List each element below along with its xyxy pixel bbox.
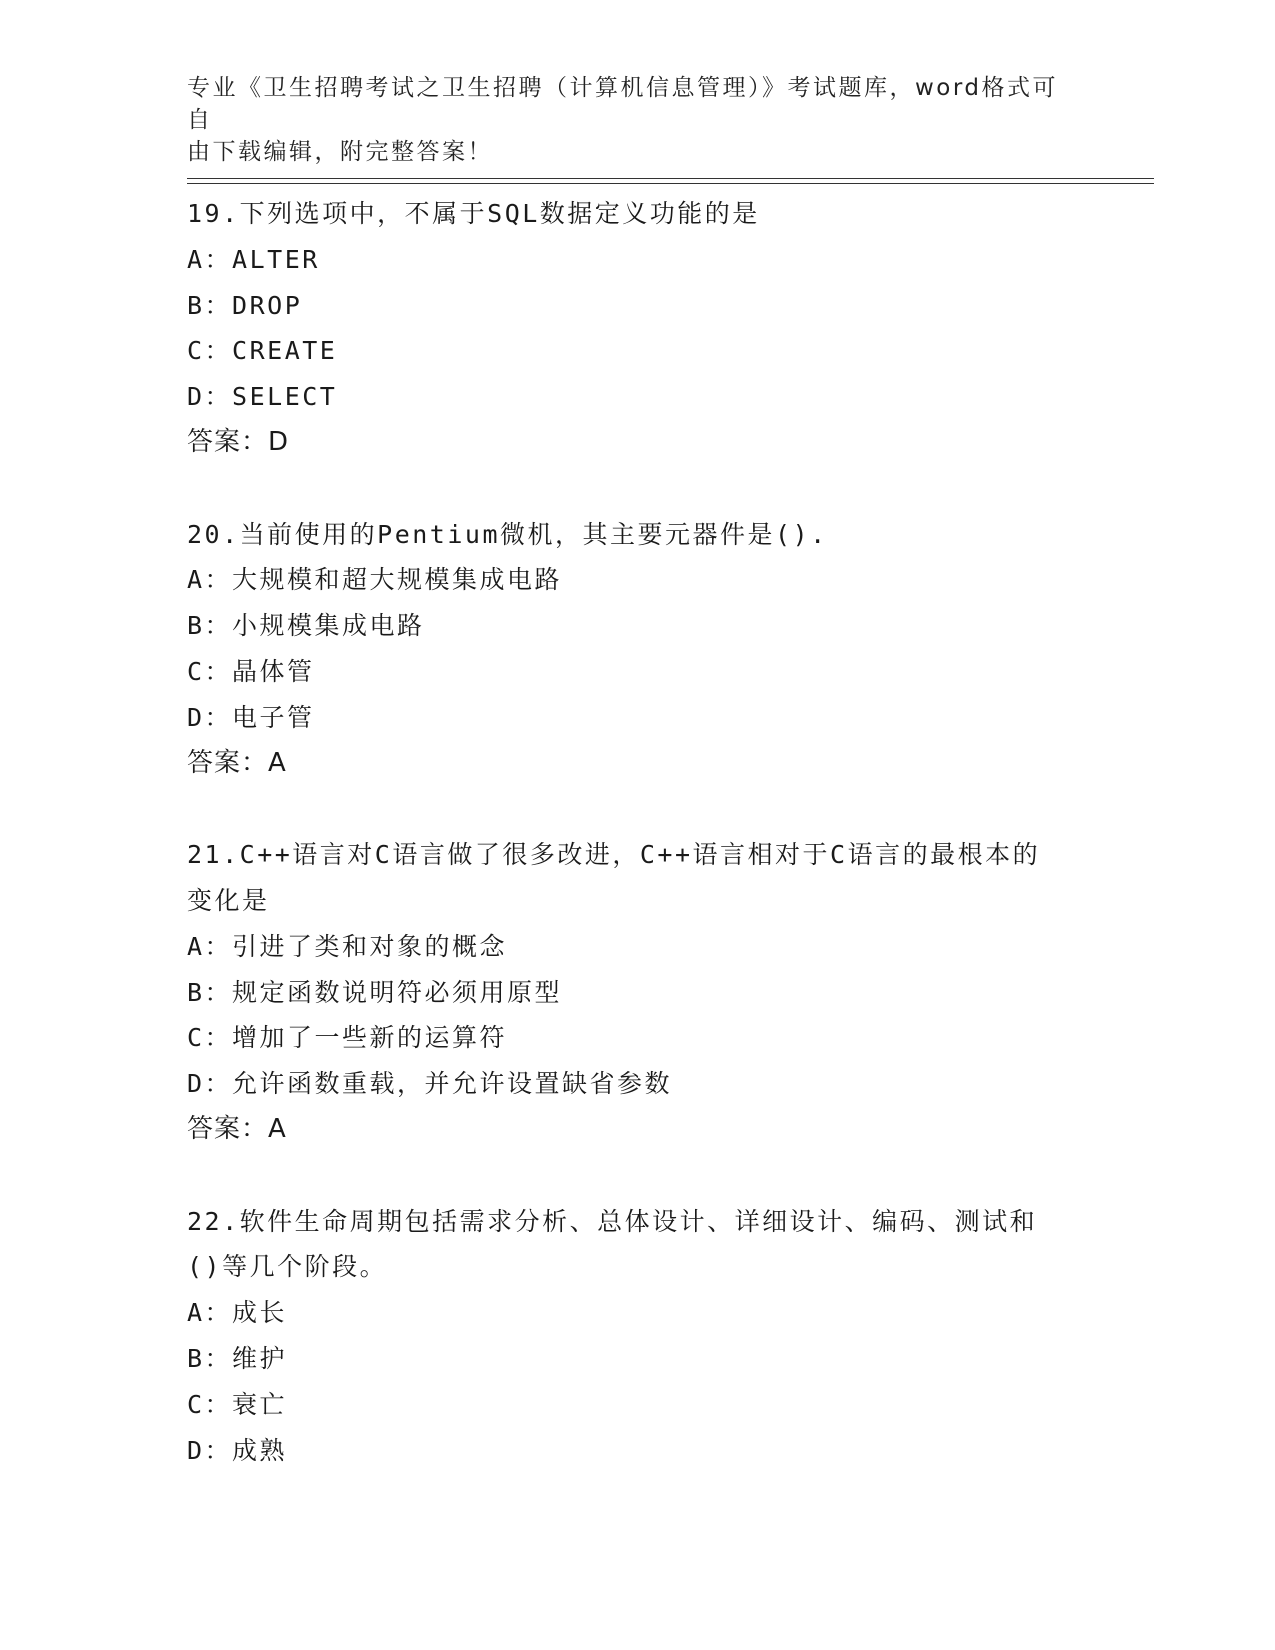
answer-line: 答案：A — [187, 747, 287, 778]
option-d: D：允许函数重载，并允许设置缺省参数 — [187, 1069, 673, 1099]
question-stem: 20.当前使用的Pentium微机，其主要元器件是(). — [187, 519, 828, 549]
question-19 — [187, 191, 1087, 512]
header-line-2: 由下载编辑，附完整答案！ — [187, 139, 493, 165]
option-d: D：成熟 — [187, 1435, 288, 1465]
header-line-1: 专业《卫生招聘考试之卫生招聘（计算机信息管理）》考试题库，word格式可自 — [187, 75, 1059, 133]
option-d: D：SELECT — [187, 382, 338, 412]
option-d: D：电子管 — [187, 702, 315, 732]
question-22 — [187, 1199, 1087, 1474]
answer-line: 答案：A — [187, 1113, 287, 1144]
question-stem-continued: 变化是 — [187, 885, 270, 915]
question-spacer — [187, 466, 1087, 512]
question-stem: 19.下列选项中，不属于SQL数据定义功能的是 — [187, 199, 760, 228]
option-b: B：维护 — [187, 1343, 288, 1373]
header-divider-top — [187, 178, 1154, 179]
option-a: A：引进了类和对象的概念 — [187, 931, 508, 961]
header-divider-bottom — [187, 183, 1154, 184]
option-a: A：ALTER — [187, 244, 320, 274]
option-c: C：增加了一些新的运算符 — [187, 1023, 508, 1053]
question-stem-continued: ()等几个阶段。 — [187, 1252, 388, 1282]
question-stem: 22.软件生命周期包括需求分析、总体设计、详细设计、编码、测试和 — [187, 1206, 1038, 1236]
answer-line: 答案：D — [187, 426, 290, 457]
option-a: A：大规模和超大规模集成电路 — [187, 565, 563, 595]
option-c: C：CREATE — [187, 336, 338, 366]
question-spacer — [187, 1153, 1087, 1199]
option-b: B：小规模集成电路 — [187, 611, 425, 641]
question-list — [187, 191, 1087, 1473]
question-stem: 21.C++语言对C语言做了很多改进，C++语言相对于C语言的最根本的 — [187, 840, 1041, 870]
question-spacer — [187, 786, 1087, 832]
option-c: C：晶体管 — [187, 656, 315, 686]
question-20 — [187, 512, 1087, 833]
question-21 — [187, 832, 1087, 1198]
option-c: C：衰亡 — [187, 1389, 288, 1419]
option-b: B：DROP — [187, 290, 303, 320]
option-a: A：成长 — [187, 1298, 288, 1328]
option-b: B：规定函数说明符必须用原型 — [187, 977, 563, 1007]
document-header — [187, 72, 1067, 168]
